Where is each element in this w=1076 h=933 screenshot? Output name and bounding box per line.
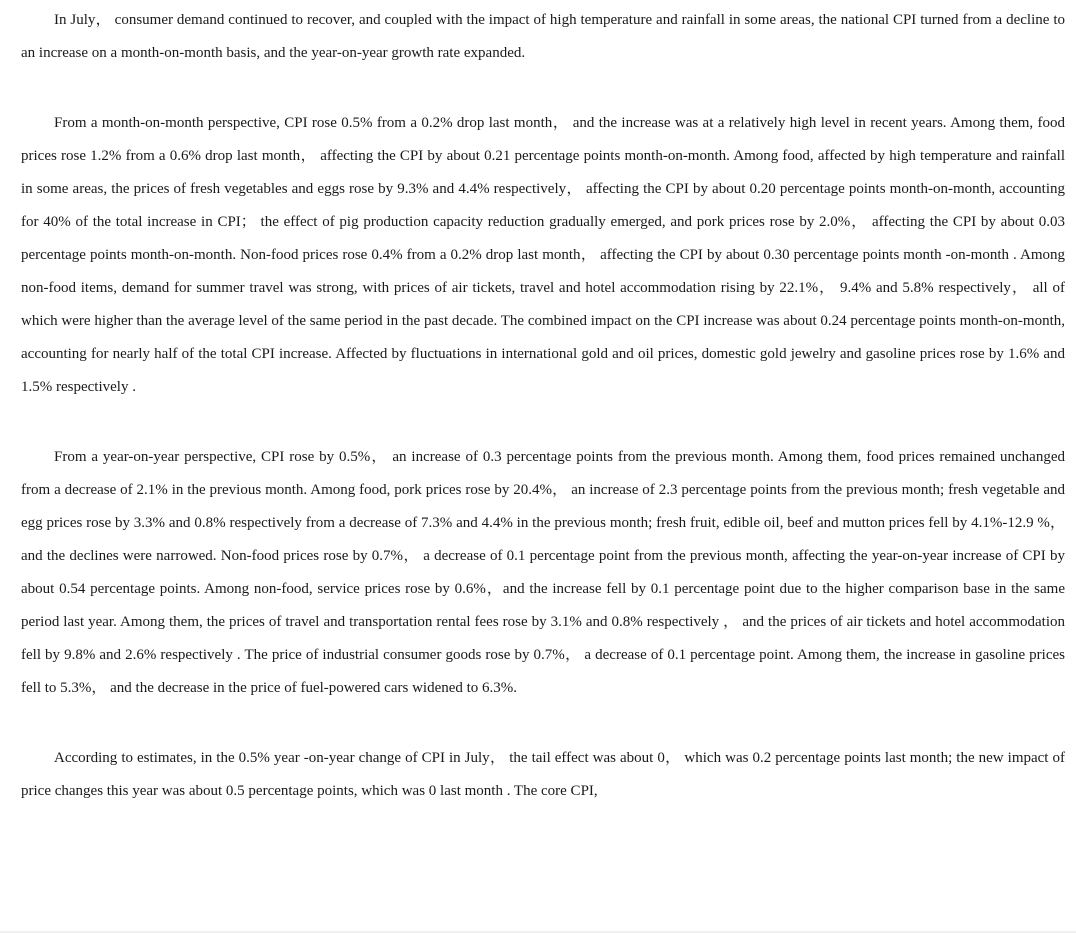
- paragraph-month-on-month: From a month-on-month perspective, CPI rose 0.5% from a 0.2% drop last month， and the increase was at a relatively high level in recent years. Among them, food prices rose 1.2% from a 0.6% drop last month， affecting the CPI by about 0.21 percentage points month-on-month. Among food, affected by high temperature and rainfall in some areas, the prices of fresh vegetables and eggs rose by 9.3% and 4.4% respectively， affecting the CPI by about 0.20 percentage points month-on-month, accounting for 40% of the total increase in CPI； the effect of pig production capacity reduction gradually emerged, and pork prices rose by 2.0%， affecting the CPI by about 0.03 percentage points month-on-month. Non-food prices rose 0.4% from a 0.2% drop last month， affecting the CPI by about 0.30 percentage points month -on-month . Among non-food items, demand for summer travel was strong, with prices of air tickets, travel and hotel accommodation rising by 22.1%， 9.4% and 5.8% respectively， all of which were higher than the average level of the same period in the past decade. The combined impact on the CPI increase was about 0.24 percentage points month-on-month, accounting for nearly half of the total CPI increase. Affected by fluctuations in international gold and oil prices, domestic gold jewelry and gasoline prices rose by 1.6% and 1.5% respectively .: [21, 115, 1065, 395]
- paragraph-year-on-year: From a year-on-year perspective, CPI rose by 0.5%， an increase of 0.3 percentage points from the previous month. Among them, food prices remained unchanged from a decrease of 2.1% in the previous month. Among food, pork prices rose by 20.4%， an increase of 2.3 percentage points from the previous month; fresh vegetable and egg prices rose by 3.3% and 0.8% respectively from a decrease of 7.3% and 4.4% in the previous month; fresh fruit, edible oil, beef and mutton prices fell by 4.1%-12.9 %， and the declines were narrowed. Non-food prices rose by 0.7%， a decrease of 0.1 percentage point from the previous month, affecting the year-on-year increase of CPI by about 0.54 percentage points. Among non-food, service prices rose by 0.6%，and the increase fell by 0.1 percentage point due to the higher comparison base in the same period last year. Among them, the prices of travel and transportation rental fees rose by 3.1% and 0.8% respectively ， and the prices of air tickets and hotel accommodation fell by 9.8% and 2.6% respectively . The price of industrial consumer goods rose by 0.7%， a decrease of 0.1 percentage point. Among them, the increase in gasoline prices fell to 5.3%， and the decrease in the price of fuel-powered cars widened to 6.3%.: [21, 449, 1065, 696]
- paragraph-estimates: According to estimates, in the 0.5% year -on-year change of CPI in July， the tail effect was about 0， which was 0.2 percentage points last month; the new impact of price changes this year was about 0.5 percentage points, which was 0 last month . The core CPI,: [21, 750, 1065, 799]
- document-body: [21, 0, 1065, 933]
- paragraph-overview: In July， consumer demand continued to recover, and coupled with the impact of high temperature and rainfall in some areas, the national CPI turned from a decline to an increase on a month-on-month basis, and the year-on-year growth rate expanded.: [21, 12, 1065, 61]
